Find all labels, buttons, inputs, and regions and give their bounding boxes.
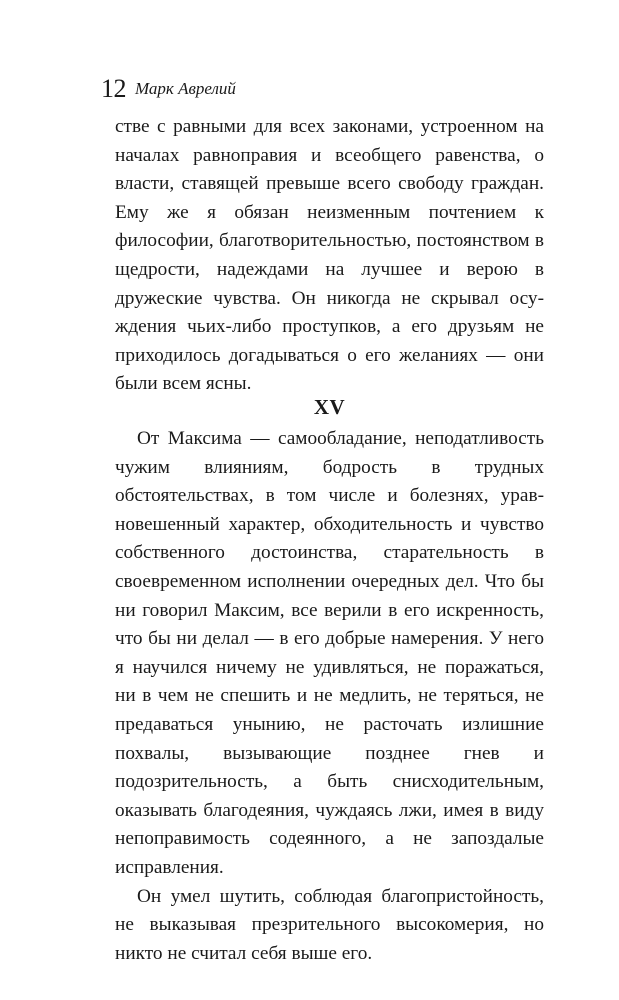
- section-paragraph-1: От Максима — самообладание, неподатливость чужим влияниям, бодрость в трудных обстоятельствах, в том числе и болезнях, уравновешенный характер, обходительность и чувство собственного достоинства, старательность в своевременном исполнении очередных дел. Что бы ни говорил Максим, все верили в его искренность, что бы ни делал — в его добрые намерения. У него я научился ничему не удивляться, не поражаться, ни в чем не спешить и не медлить, не теряться, не предаваться унынию, не расточать излишние похвалы, вызывающие позднее гнев и подозрительность, а быть снисходительным, оказывать благодеяния, чуждаясь лжи, имея в виду непоправимость содеянного, а не запоздалые исправления.: [115, 428, 544, 878]
- page-number: 12: [101, 74, 126, 103]
- running-header: [101, 74, 236, 104]
- section-heading: XV: [313, 395, 346, 419]
- running-head-author: Марк Аврелий: [135, 79, 236, 98]
- section-body: [115, 425, 544, 968]
- continued-paragraph: стве с равными для всех законами, устроенном на началах равноправия и всеобщего равенства, о власти, ставящей превыше всего свободу граждан. Ему же я обязан неизменным почтением к философии, благотворительностью, постоянством в щедрости, надеждами на лучшее и верою в дружеские чувства. Он никогда не скрывал осуждения чьих-либо проступков, а его друзьям не приходилось догадываться о его желаниях — они были всем ясны.: [115, 116, 544, 395]
- continued-paragraph-block: [115, 113, 544, 399]
- section-paragraph-2: Он умел шутить, соблюдая благопристойность, не выказывая презрительного высокомерия, но никто не считал себя выше его.: [115, 885, 544, 964]
